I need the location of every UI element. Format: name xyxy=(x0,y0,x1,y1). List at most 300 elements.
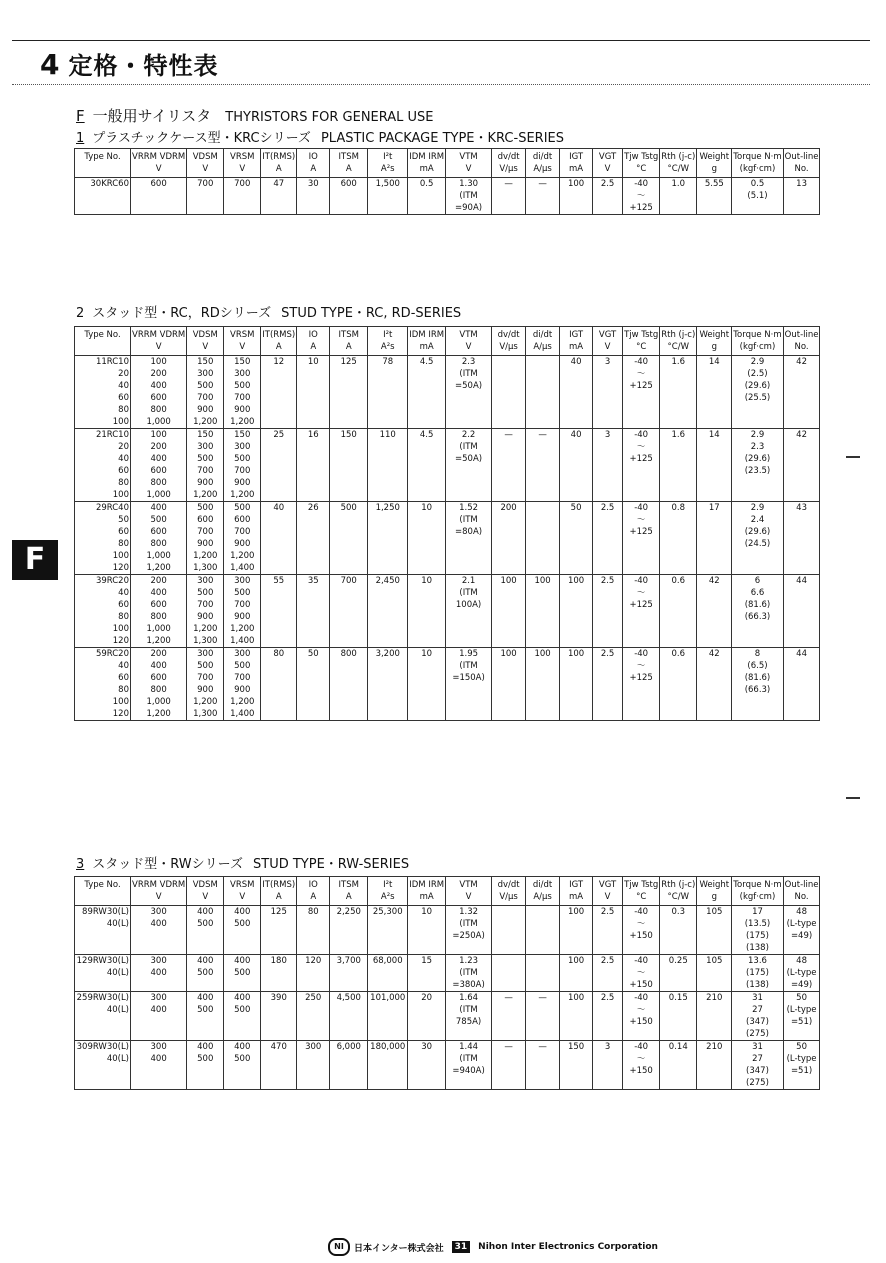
table-cell: 1,400 xyxy=(224,562,261,575)
table-cell xyxy=(446,611,492,623)
table-row xyxy=(75,672,820,684)
table-cell xyxy=(446,942,492,955)
table-cell xyxy=(368,708,408,721)
table-cell: 500 xyxy=(187,380,224,392)
table-cell xyxy=(446,538,492,550)
table-cell: =51) xyxy=(783,1065,820,1077)
table-cell xyxy=(224,202,261,215)
table-cell: 500 xyxy=(224,1004,261,1016)
table-cell xyxy=(446,696,492,708)
table-cell: =90A) xyxy=(446,202,492,215)
table-cell xyxy=(697,550,732,562)
table-cell xyxy=(697,635,732,648)
table-cell: 4.5 xyxy=(408,429,446,442)
table-cell: 400 xyxy=(187,906,224,919)
column-header-line: VGT xyxy=(598,880,617,890)
table-cell: 600 xyxy=(131,526,187,538)
table-cell xyxy=(660,623,697,635)
table-cell xyxy=(660,202,697,215)
column-header xyxy=(297,149,330,178)
table-cell xyxy=(446,708,492,721)
table-cell xyxy=(446,404,492,416)
table-cell xyxy=(697,684,732,696)
table-cell: 0.5 xyxy=(408,178,446,191)
table-cell xyxy=(660,514,697,526)
table-cell: 2,250 xyxy=(330,906,368,919)
table-cell: 80 xyxy=(75,477,131,489)
column-header xyxy=(261,327,297,356)
table-cell xyxy=(593,441,623,453)
table-cell: 400 xyxy=(131,380,187,392)
table-cell xyxy=(526,477,560,489)
table-cell xyxy=(783,514,820,526)
table-cell: 1.32 xyxy=(446,906,492,919)
table-cell: 101,000 xyxy=(368,992,408,1005)
table-cell xyxy=(660,918,697,930)
table-cell xyxy=(660,599,697,611)
table-row xyxy=(75,1028,820,1041)
table-cell xyxy=(492,453,526,465)
table-cell xyxy=(261,660,297,672)
column-header xyxy=(593,327,623,356)
table-row xyxy=(75,575,820,588)
table-cell xyxy=(408,453,446,465)
table-cell: +150 xyxy=(623,930,660,942)
table-cell: 14 xyxy=(697,356,732,369)
table-cell: 12 xyxy=(261,356,297,369)
table-cell xyxy=(261,380,297,392)
table-cell: 400 xyxy=(131,453,187,465)
column-header-line: No. xyxy=(794,164,809,174)
section-2-heading xyxy=(76,302,461,321)
table-cell xyxy=(187,979,224,992)
table-cell xyxy=(492,1053,526,1065)
table-cell: 3 xyxy=(593,1041,623,1054)
table-cell xyxy=(492,404,526,416)
column-header-line: A²s xyxy=(380,164,395,174)
table-cell: 6.6 xyxy=(732,587,783,599)
table-cell: 700 xyxy=(224,672,261,684)
table-cell xyxy=(526,190,560,202)
table-cell xyxy=(526,955,560,968)
table-cell xyxy=(697,930,732,942)
table-cell xyxy=(446,477,492,489)
table-cell xyxy=(408,538,446,550)
table-cell: (ITM xyxy=(446,368,492,380)
table-row xyxy=(75,967,820,979)
table-cell: 40 xyxy=(560,356,593,369)
table-cell xyxy=(297,1028,330,1041)
column-header-line: Tjw Tstg xyxy=(624,330,659,340)
table-cell xyxy=(697,1016,732,1028)
table-cell xyxy=(368,538,408,550)
table-cell xyxy=(297,526,330,538)
table-cell xyxy=(297,684,330,696)
table-cell: 309RW30(L) xyxy=(75,1041,131,1054)
table-cell xyxy=(368,489,408,502)
table-cell xyxy=(297,416,330,429)
table-cell xyxy=(368,190,408,202)
table-cell xyxy=(297,672,330,684)
table-cell: 500 xyxy=(224,660,261,672)
column-header-line: VRSM xyxy=(230,152,255,162)
table-cell: 100 xyxy=(560,178,593,191)
column-header-line: VTM xyxy=(459,330,478,340)
table-cell: 200 xyxy=(492,502,526,515)
table-cell: 13 xyxy=(783,178,820,191)
table-cell xyxy=(623,538,660,550)
table-cell xyxy=(261,514,297,526)
table-cell xyxy=(368,660,408,672)
table-cell: 31 xyxy=(732,992,783,1005)
table-cell xyxy=(560,514,593,526)
table-cell xyxy=(131,1077,187,1090)
table-row xyxy=(75,1065,820,1077)
table-cell xyxy=(408,550,446,562)
table-cell: 700 xyxy=(187,599,224,611)
table-cell xyxy=(697,611,732,623)
table-cell xyxy=(660,635,697,648)
table-row xyxy=(75,502,820,515)
table-cell xyxy=(732,404,783,416)
column-header xyxy=(660,877,697,906)
column-header-line: ITSM xyxy=(338,880,359,890)
table-cell xyxy=(560,672,593,684)
table-cell xyxy=(297,918,330,930)
table-cell: — xyxy=(492,992,526,1005)
table-cell xyxy=(783,416,820,429)
column-header-line: VRRM VDRM xyxy=(132,880,186,890)
table-cell xyxy=(330,708,368,721)
table-cell xyxy=(187,930,224,942)
table-cell: 1,200 xyxy=(131,708,187,721)
table-cell xyxy=(593,587,623,599)
table-cell xyxy=(261,538,297,550)
table-cell xyxy=(526,441,560,453)
table-cell xyxy=(526,514,560,526)
table-cell: 700 xyxy=(187,392,224,404)
table-cell xyxy=(261,392,297,404)
table-cell xyxy=(330,611,368,623)
table-cell: 600 xyxy=(224,514,261,526)
section-2-mark: 2 xyxy=(76,306,85,321)
table-cell xyxy=(408,599,446,611)
table-cell xyxy=(697,918,732,930)
table-cell xyxy=(783,1077,820,1090)
table-cell xyxy=(732,202,783,215)
table-cell xyxy=(593,684,623,696)
table-cell xyxy=(783,538,820,550)
section-2-title-en: STUD TYPE・RC, RD-SERIES xyxy=(281,306,462,321)
table-cell xyxy=(446,392,492,404)
table-cell: +125 xyxy=(623,526,660,538)
table-cell: 500 xyxy=(187,967,224,979)
table-cell xyxy=(623,684,660,696)
table-cell xyxy=(623,696,660,708)
table-cell xyxy=(297,696,330,708)
table-cell xyxy=(697,489,732,502)
table-cell xyxy=(783,477,820,489)
column-header xyxy=(446,877,492,906)
table-cell xyxy=(560,587,593,599)
table-cell: 17 xyxy=(732,906,783,919)
table-cell xyxy=(297,611,330,623)
table-cell xyxy=(297,587,330,599)
table-cell xyxy=(368,587,408,599)
table-cell xyxy=(261,416,297,429)
column-header-line: mA xyxy=(419,164,434,174)
table-cell xyxy=(330,453,368,465)
table-cell xyxy=(593,404,623,416)
table-cell xyxy=(261,1028,297,1041)
table-cell: 2.5 xyxy=(593,992,623,1005)
table-cell xyxy=(330,489,368,502)
table-cell: 30 xyxy=(408,1041,446,1054)
table-cell xyxy=(560,538,593,550)
table-cell: 1,300 xyxy=(187,635,224,648)
table-cell xyxy=(408,942,446,955)
table-cell: =150A) xyxy=(446,672,492,684)
table-cell: -40 xyxy=(623,178,660,191)
table-cell xyxy=(492,465,526,477)
table-cell xyxy=(330,538,368,550)
table-cell xyxy=(660,1053,697,1065)
table-cell xyxy=(330,380,368,392)
column-header-line: IGT xyxy=(569,152,584,162)
table-cell: 300 xyxy=(224,648,261,661)
column-header xyxy=(297,877,330,906)
column-header-line: V xyxy=(155,342,162,352)
table-cell xyxy=(732,477,783,489)
column-header-line: g xyxy=(711,342,717,352)
table-cell: 2.5 xyxy=(593,955,623,968)
section-3-title-en: STUD TYPE・RW-SERIES xyxy=(253,857,410,872)
column-header-line: V xyxy=(202,342,209,352)
table-cell xyxy=(75,1028,131,1041)
table-cell xyxy=(297,514,330,526)
column-header-line: V/μs xyxy=(499,892,518,902)
table-cell xyxy=(492,696,526,708)
table-cell xyxy=(660,684,697,696)
table-cell xyxy=(297,599,330,611)
table-cell: 100 xyxy=(492,575,526,588)
table-cell xyxy=(560,477,593,489)
table-cell xyxy=(697,623,732,635)
column-header xyxy=(526,149,560,178)
column-header-line: VGT xyxy=(598,330,617,340)
table-cell: 1,200 xyxy=(187,416,224,429)
margin-mark xyxy=(846,797,860,799)
page-number: 31 xyxy=(452,1241,471,1253)
table-cell xyxy=(75,1077,131,1090)
table-cell xyxy=(526,1053,560,1065)
table-cell: +150 xyxy=(623,1016,660,1028)
table-cell: 2.5 xyxy=(593,178,623,191)
table-cell xyxy=(492,587,526,599)
table-row xyxy=(75,514,820,526)
table-cell xyxy=(697,587,732,599)
table-row xyxy=(75,979,820,992)
table-cell xyxy=(492,1028,526,1041)
table-cell xyxy=(783,465,820,477)
table-cell: 〜 xyxy=(623,967,660,979)
table-cell: 300 xyxy=(224,575,261,588)
column-header xyxy=(408,149,446,178)
table-cell xyxy=(593,392,623,404)
table-cell: 40 xyxy=(75,587,131,599)
column-header-line: V xyxy=(239,164,246,174)
table-cell: 500 xyxy=(224,380,261,392)
table-cell: 10 xyxy=(408,906,446,919)
table-cell: 68,000 xyxy=(368,955,408,968)
column-header xyxy=(75,877,131,906)
table-cell xyxy=(660,660,697,672)
table-cell xyxy=(526,416,560,429)
table-row xyxy=(75,1041,820,1054)
table-cell xyxy=(526,684,560,696)
table-row xyxy=(75,1053,820,1065)
table-cell xyxy=(368,1004,408,1016)
table-cell xyxy=(526,906,560,919)
table-cell xyxy=(297,623,330,635)
column-header-line: I²t xyxy=(383,152,393,162)
table-cell: 〜 xyxy=(623,660,660,672)
table-cell xyxy=(261,696,297,708)
table-cell xyxy=(526,599,560,611)
table-cell: +125 xyxy=(623,380,660,392)
table-cell xyxy=(368,404,408,416)
column-header-line: IDM IRM xyxy=(409,330,445,340)
table-cell xyxy=(660,979,697,992)
table-cell xyxy=(560,190,593,202)
table-cell xyxy=(560,380,593,392)
table-row xyxy=(75,453,820,465)
table-cell xyxy=(261,672,297,684)
table-cell xyxy=(660,538,697,550)
table-cell: 40 xyxy=(75,380,131,392)
table-cell xyxy=(526,392,560,404)
table-cell: 100 xyxy=(560,575,593,588)
table-cell xyxy=(368,1016,408,1028)
column-header-line: g xyxy=(711,164,717,174)
table-cell: 26 xyxy=(297,502,330,515)
table-cell: 150 xyxy=(187,429,224,442)
column-header-line: No. xyxy=(794,892,809,902)
table-cell xyxy=(224,979,261,992)
table-cell xyxy=(526,404,560,416)
table-cell xyxy=(560,660,593,672)
table-cell xyxy=(660,587,697,599)
table-cell xyxy=(560,416,593,429)
table-cell xyxy=(660,453,697,465)
table-cell xyxy=(560,453,593,465)
table-cell: 150 xyxy=(187,356,224,369)
table-cell: -40 xyxy=(623,575,660,588)
table-cell: 8 xyxy=(732,648,783,661)
table-cell xyxy=(526,526,560,538)
table-cell xyxy=(408,660,446,672)
table-cell xyxy=(783,441,820,453)
table-row xyxy=(75,202,820,215)
column-header-line: IO xyxy=(308,152,318,162)
table-cell: 11RC10 xyxy=(75,356,131,369)
table-cell: 100 xyxy=(560,992,593,1005)
table-cell xyxy=(261,623,297,635)
table-cell xyxy=(660,441,697,453)
table-cell: 700 xyxy=(187,526,224,538)
table-cell xyxy=(526,696,560,708)
column-header xyxy=(526,877,560,906)
column-header-line: IGT xyxy=(569,330,584,340)
table-cell: 400 xyxy=(131,1053,187,1065)
table-cell xyxy=(261,526,297,538)
column-header-line: dv/dt xyxy=(497,880,520,890)
table-cell: 60 xyxy=(75,672,131,684)
table-cell: 105 xyxy=(697,955,732,968)
column-header xyxy=(560,327,593,356)
table-cell: (347) xyxy=(732,1065,783,1077)
column-header-line: A/μs xyxy=(533,892,552,902)
table-cell xyxy=(261,979,297,992)
table-cell xyxy=(408,611,446,623)
table-cell: 44 xyxy=(783,575,820,588)
table-cell xyxy=(697,416,732,429)
table-cell xyxy=(261,635,297,648)
table-cell xyxy=(224,1077,261,1090)
table-cell xyxy=(446,550,492,562)
table-cell xyxy=(261,967,297,979)
table-cell: (25.5) xyxy=(732,392,783,404)
table-cell: 210 xyxy=(697,1041,732,1054)
table-cell: +125 xyxy=(623,453,660,465)
chapter-heading xyxy=(40,46,218,81)
table-cell xyxy=(492,356,526,369)
section-1-title: プラスチックケース型・KRCシリーズ xyxy=(92,131,311,146)
table-cell: (23.5) xyxy=(732,465,783,477)
section-f-mark: F xyxy=(76,107,85,125)
table-cell xyxy=(526,979,560,992)
table-cell xyxy=(593,696,623,708)
table-cell xyxy=(526,708,560,721)
column-header-line: Torque N·m xyxy=(733,152,782,162)
table-cell: 400 xyxy=(131,1004,187,1016)
table-cell xyxy=(526,672,560,684)
table-cell xyxy=(783,623,820,635)
table-cell xyxy=(593,368,623,380)
table-cell xyxy=(492,368,526,380)
table-cell: 400 xyxy=(224,1041,261,1054)
table-cell: 500 xyxy=(224,967,261,979)
table-cell: (81.6) xyxy=(732,599,783,611)
table-cell: 800 xyxy=(131,684,187,696)
table-cell xyxy=(261,684,297,696)
table-row xyxy=(75,684,820,696)
table-cell xyxy=(330,979,368,992)
column-header-line: IT(RMS) xyxy=(262,330,296,340)
table-cell xyxy=(560,599,593,611)
table-cell xyxy=(492,611,526,623)
table-cell xyxy=(660,696,697,708)
table-cell xyxy=(368,441,408,453)
table-cell: 31 xyxy=(732,1041,783,1054)
table-row xyxy=(75,489,820,502)
table-cell xyxy=(330,514,368,526)
table-cell: (ITM xyxy=(446,514,492,526)
section-3-mark: 3 xyxy=(76,857,85,872)
column-header-line: Type No. xyxy=(84,330,121,340)
table-cell xyxy=(330,967,368,979)
table-cell xyxy=(623,623,660,635)
